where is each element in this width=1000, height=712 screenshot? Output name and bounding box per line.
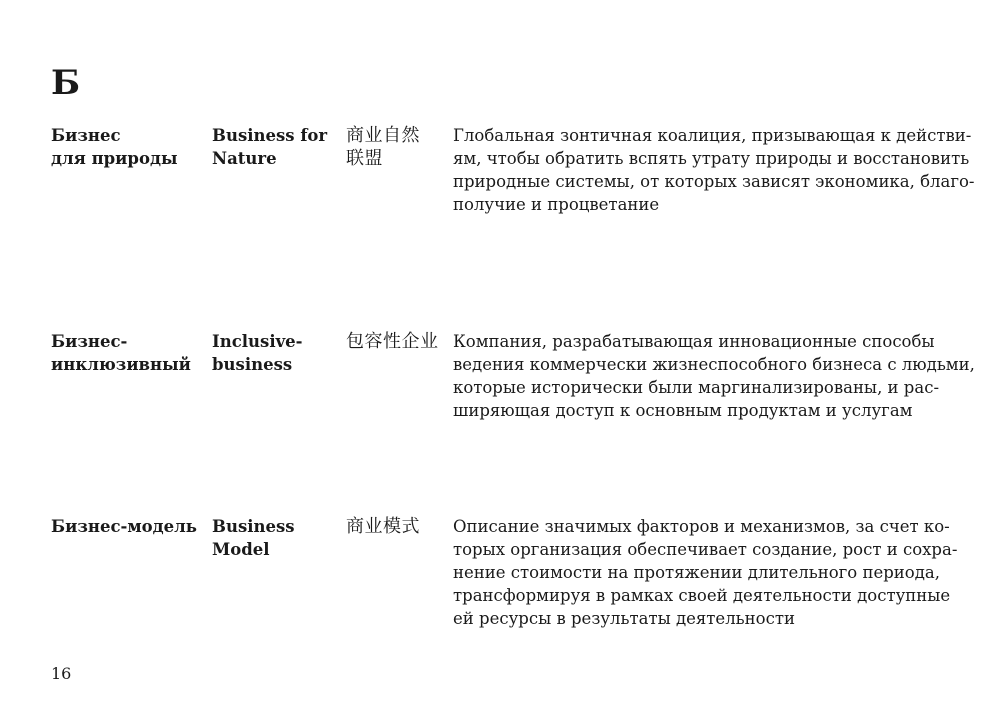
term-chinese	[346, 330, 439, 353]
definition-line: Описание значимых факторов и механизмов, за счет ко-	[453, 517, 950, 536]
term-russian-line: для природы	[51, 149, 178, 168]
definition-line: торых организация обеспечивает создание, рост и сохра-	[453, 540, 958, 559]
term-english-line: Inclusive-	[212, 332, 303, 351]
term-chinese-line: 包容性企业	[346, 331, 439, 352]
term-english	[212, 124, 327, 170]
definition-line: Компания, разрабатывающая инновационные способы	[453, 332, 935, 351]
term-russian-line: Бизнес-	[51, 332, 128, 351]
term-english-line: Business for	[212, 126, 328, 145]
term-russian	[51, 515, 197, 538]
term-english	[212, 515, 295, 561]
term-chinese	[346, 515, 420, 538]
glossary-entry	[51, 124, 975, 244]
term-definition	[453, 124, 975, 216]
definition-line: ей ресурсы в результаты деятельности	[453, 609, 795, 628]
term-russian-line: инклюзивный	[51, 355, 191, 374]
term-russian	[51, 330, 191, 376]
term-russian-line: Бизнес	[51, 126, 121, 145]
term-english	[212, 330, 303, 376]
term-definition	[453, 515, 958, 630]
term-chinese-line: 商业模式	[346, 516, 420, 537]
section-letter: Б	[51, 63, 81, 103]
definition-line: ям, чтобы обратить вспять утрату природы и восстановить	[453, 149, 970, 168]
term-english-line: business	[212, 355, 293, 374]
term-chinese-line: 商业自然	[346, 125, 420, 146]
definition-line: ведения коммерчески жизнеспособного бизнеса с людьми,	[453, 355, 975, 374]
term-russian-line: Бизнес-модель	[51, 517, 198, 536]
definition-line: получие и процветание	[453, 195, 660, 214]
glossary-entry	[51, 515, 958, 635]
page-number: 16	[51, 664, 72, 683]
term-english-line: Model	[212, 540, 270, 559]
term-english-line: Business	[212, 517, 295, 536]
definition-line: Глобальная зонтичная коалиция, призывающая к действи-	[453, 126, 972, 145]
definition-line: нение стоимости на протяжении длительного периода,	[453, 563, 940, 582]
glossary-entry	[51, 330, 975, 450]
definition-line: которые исторически были маргинализированы, и рас-	[453, 378, 940, 397]
definition-line: трансформируя в рамках своей деятельности доступные	[453, 586, 951, 605]
definition-line: ширяющая доступ к основным продуктам и услугам	[453, 401, 913, 420]
term-english-line: Nature	[212, 149, 277, 168]
term-chinese	[346, 124, 420, 170]
term-chinese-line: 联盟	[346, 148, 383, 169]
term-russian	[51, 124, 178, 170]
term-definition	[453, 330, 975, 422]
definition-line: природные системы, от которых зависят экономика, благо-	[453, 172, 975, 191]
